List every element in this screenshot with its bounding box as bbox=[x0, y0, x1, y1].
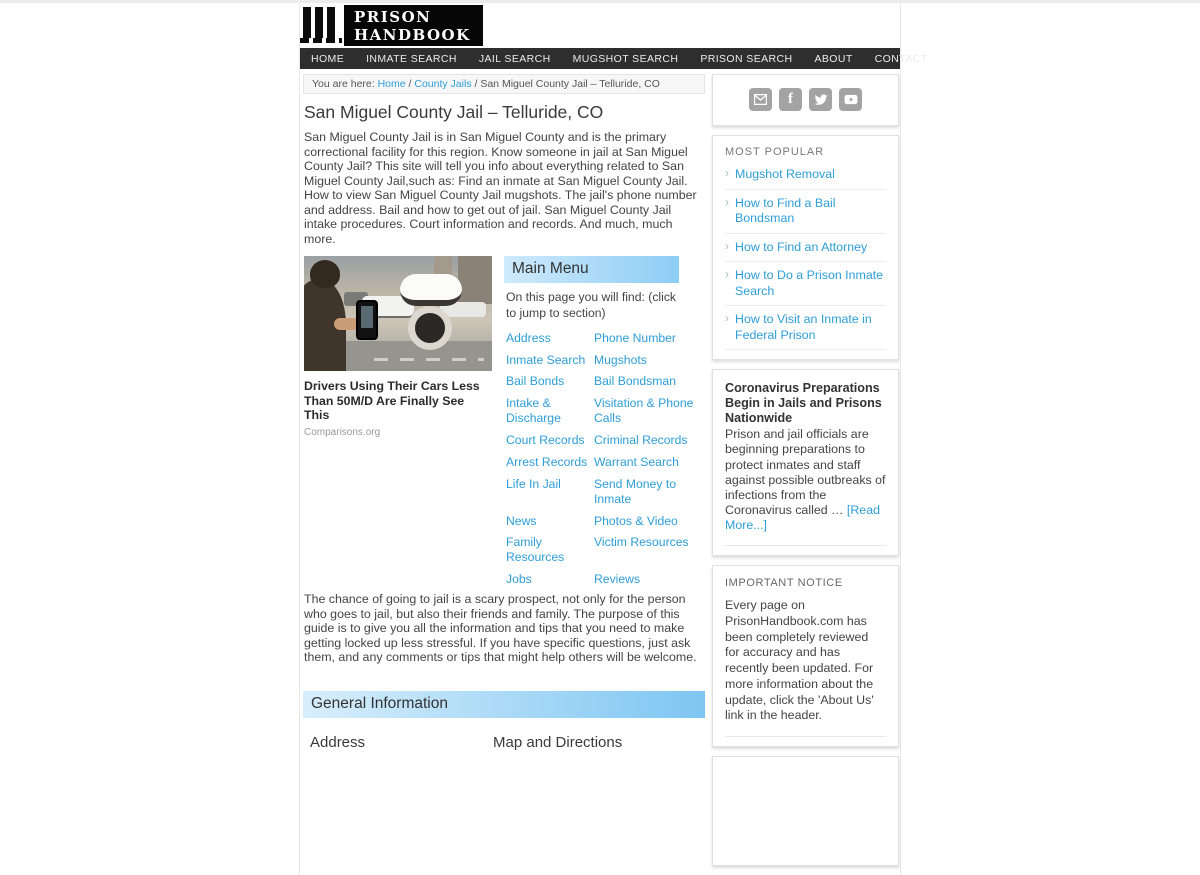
popular-link-mugshot-removal[interactable]: › Mugshot Removal bbox=[725, 161, 886, 190]
popular-link-find-bail-bondsman[interactable]: › How to Find a Bail Bondsman bbox=[725, 190, 886, 234]
nav-about[interactable]: ABOUT bbox=[814, 52, 853, 65]
main-nav bbox=[300, 48, 928, 69]
header bbox=[300, 3, 900, 48]
ad-onewheel-vehicle-wheel bbox=[408, 306, 452, 350]
breadcrumb-prefix: You are here: bbox=[312, 78, 375, 90]
ad-phone-screen bbox=[361, 306, 373, 328]
breadcrumb-current: San Miguel County Jail – Telluride, CO bbox=[480, 78, 660, 90]
popular-link-prison-inmate-search[interactable]: › How to Do a Prison Inmate Search bbox=[725, 262, 886, 306]
most-popular-title: MOST POPULAR bbox=[725, 146, 825, 158]
main-menu-title: Main Menu bbox=[504, 256, 679, 283]
menu-link-address[interactable]: Address bbox=[506, 330, 551, 345]
subheadings-row bbox=[303, 734, 705, 751]
popular-link-find-attorney[interactable]: › How to Find an Attorney bbox=[725, 234, 886, 263]
main-menu bbox=[504, 256, 704, 588]
menu-link-criminal-records[interactable]: Criminal Records bbox=[594, 433, 688, 448]
main-menu-intro: On this page you will find: (click to jump to section) bbox=[506, 290, 677, 320]
site-logo-text bbox=[344, 5, 483, 46]
main-content bbox=[300, 74, 705, 751]
ad-person-head bbox=[310, 260, 340, 288]
coronavirus-article-excerpt bbox=[725, 427, 886, 533]
menu-link-bail-bondsman[interactable]: Bail Bondsman bbox=[594, 374, 676, 389]
popular-link-visit-federal-inmate[interactable]: › How to Visit an Inmate in Federal Prison bbox=[725, 306, 886, 350]
nav-mugshot-search[interactable]: MUGSHOT SEARCH bbox=[572, 52, 679, 65]
menu-link-news[interactable]: News bbox=[506, 513, 537, 528]
menu-link-reviews[interactable]: Reviews bbox=[594, 572, 641, 587]
menu-link-mugshots[interactable]: Mugshots bbox=[594, 352, 647, 367]
coronavirus-excerpt-text: Prison and jail officials are beginning preparations to protect inmates and staff against possible outbreaks of infections from the Coronavirus called … bbox=[725, 427, 886, 517]
important-notice-box bbox=[712, 565, 899, 747]
email-icon[interactable] bbox=[749, 88, 772, 111]
divider bbox=[725, 545, 886, 546]
coronavirus-article-title: Coronavirus Preparations Begin in Jails and Prisons Nationwide bbox=[725, 381, 882, 426]
ad-building bbox=[458, 256, 492, 304]
youtube-icon[interactable] bbox=[839, 88, 862, 111]
nav-home[interactable]: HOME bbox=[311, 52, 345, 65]
nav-inmate-search[interactable]: INMATE SEARCH bbox=[366, 52, 457, 65]
ad-onewheel-vehicle-body bbox=[400, 274, 462, 306]
section-general-information: General Information bbox=[303, 691, 705, 718]
ad-headline[interactable]: Drivers Using Their Cars Less Than 50M/D Are Finally See This bbox=[304, 379, 480, 422]
menu-link-warrant-search[interactable]: Warrant Search bbox=[594, 454, 679, 469]
breadcrumb bbox=[303, 74, 705, 94]
ad-source: Comparisons.org bbox=[304, 426, 381, 438]
menu-link-phone-number[interactable]: Phone Number bbox=[594, 330, 676, 345]
menu-link-victim-resources[interactable]: Victim Resources bbox=[594, 535, 689, 550]
ad-phone bbox=[356, 300, 378, 340]
menu-link-intake-discharge[interactable]: Intake & Discharge bbox=[506, 396, 561, 426]
menu-link-jobs[interactable]: Jobs bbox=[506, 572, 532, 587]
map-directions-heading: Map and Directions bbox=[493, 733, 623, 751]
coronavirus-news-box bbox=[712, 369, 899, 556]
ad-lane-markings bbox=[374, 358, 484, 361]
most-popular-box bbox=[712, 135, 899, 360]
site-logo[interactable] bbox=[300, 5, 483, 48]
menu-link-send-money[interactable]: Send Money to Inmate bbox=[594, 476, 676, 506]
menu-link-court-records[interactable]: Court Records bbox=[506, 433, 585, 448]
main-menu-links bbox=[506, 330, 704, 588]
address-heading: Address bbox=[310, 733, 366, 751]
logo-line-2: HANDBOOK bbox=[354, 26, 471, 45]
nav-jail-search[interactable]: JAIL SEARCH bbox=[478, 52, 551, 65]
ad-unit bbox=[304, 256, 492, 588]
social-links-box bbox=[712, 74, 899, 126]
facebook-icon[interactable]: f bbox=[779, 88, 802, 111]
jail-bars-icon bbox=[300, 5, 344, 46]
menu-link-arrest-records[interactable]: Arrest Records bbox=[506, 454, 588, 469]
page-title: San Miguel County Jail – Telluride, CO bbox=[304, 102, 604, 122]
divider bbox=[725, 736, 886, 737]
breadcrumb-county-jails-link[interactable]: County Jails bbox=[414, 78, 472, 90]
menu-link-visitation-phone-calls[interactable]: Visitation & Phone Calls bbox=[594, 396, 694, 426]
intro-paragraph: San Miguel County Jail is in San Miguel County and is the primary correctional facility for this region. Know someone in jail at San Miguel County Jail? This site will tell you info about everything related to San Miguel County Jail,such as: Find an inmate at San Miguel County Jail. How to view San Miguel County Jail mugshots. The jail's phone number and address. Bail and how to get out of jail. San Miguel County Jail intake procedures. Court information and records. And much, much more. bbox=[304, 130, 697, 246]
nav-prison-search[interactable]: PRISON SEARCH bbox=[700, 52, 793, 65]
twitter-icon[interactable] bbox=[809, 88, 832, 111]
breadcrumb-separator: / bbox=[408, 78, 412, 90]
sidebar bbox=[712, 74, 899, 875]
menu-link-bail-bonds[interactable]: Bail Bonds bbox=[506, 374, 565, 389]
breadcrumb-separator: / bbox=[474, 78, 478, 90]
page-container bbox=[299, 3, 928, 875]
logo-line-1: PRISON bbox=[354, 8, 432, 26]
outro-paragraph: The chance of going to jail is a scary prospect, not only for the person who goes to jail, but also their friends and family. The purpose of this guide is to give you all the information and tips that you need to make getting locked up less stressful. If you have specific questions, just ask them, and any comments or tips that might help others will be welcome. bbox=[304, 592, 697, 665]
important-notice-title: IMPORTANT NOTICE bbox=[725, 577, 843, 590]
menu-link-inmate-search[interactable]: Inmate Search bbox=[506, 352, 586, 367]
ad-image[interactable] bbox=[304, 256, 492, 371]
menu-link-life-in-jail[interactable]: Life In Jail bbox=[506, 476, 561, 491]
menu-link-photos-video[interactable]: Photos & Video bbox=[594, 513, 678, 528]
important-notice-text: Every page on PrisonHandbook.com has been completely reviewed for accuracy and has recently been updated. For more information about the update, click the 'About Us' link in the header. bbox=[725, 598, 874, 723]
read-more-link[interactable]: [Read More...] bbox=[725, 502, 880, 533]
menu-link-family-resources[interactable]: Family Resources bbox=[506, 535, 565, 565]
empty-sidebar-box bbox=[712, 756, 899, 866]
nav-contact[interactable]: CONTACT bbox=[874, 52, 928, 65]
breadcrumb-home-link[interactable]: Home bbox=[377, 78, 406, 90]
